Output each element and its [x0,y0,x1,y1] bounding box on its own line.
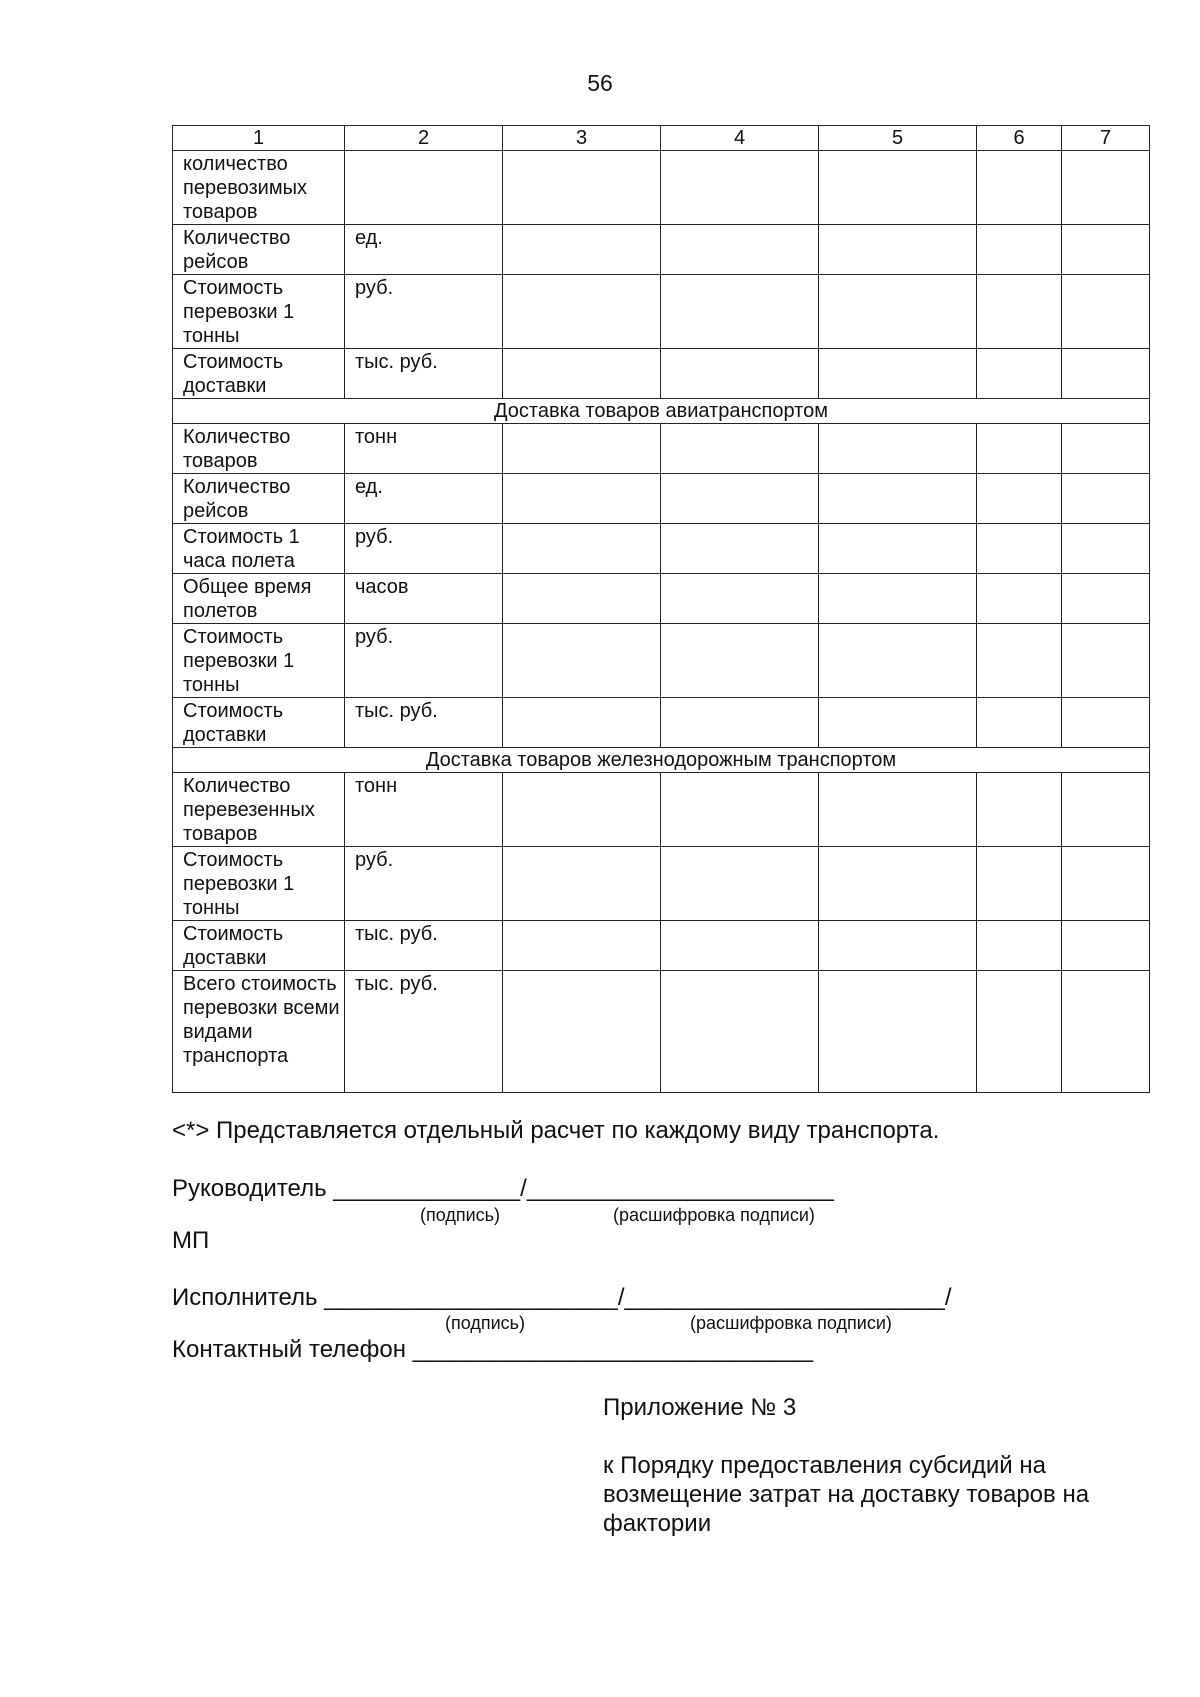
column-header: 5 [819,126,977,151]
empty-cell [1062,151,1150,225]
table-row [173,151,1150,225]
empty-cell [819,524,977,574]
empty-cell [819,921,977,971]
executor-signature-caption: (подпись) [445,1313,526,1333]
row-unit: тыс. руб. [345,349,503,399]
empty-cell [1062,921,1150,971]
empty-cell [503,225,661,275]
empty-cell [819,574,977,624]
row-unit: тонн [345,773,503,847]
column-header: 2 [345,126,503,151]
row-unit: руб. [345,275,503,349]
empty-cell [1062,524,1150,574]
empty-cell [977,524,1062,574]
empty-cell [1062,275,1150,349]
row-label: Количество рейсов [173,474,345,524]
row-label: Количество товаров [173,424,345,474]
table-row [173,349,1150,399]
empty-cell [977,424,1062,474]
row-label: Стоимость доставки [173,921,345,971]
executor-signature-line: Исполнитель ______________________/________________________/ [172,1284,952,1311]
empty-cell [977,474,1062,524]
executor-decoding-caption: (расшифровка подписи) [690,1313,892,1333]
empty-cell [819,971,977,1093]
row-label: Стоимость перевозки 1 тонны [173,847,345,921]
section-title-air: Доставка товаров авиатранспортом [173,399,1150,424]
empty-cell [1062,349,1150,399]
empty-cell [1062,773,1150,847]
row-unit: ед. [345,474,503,524]
empty-cell [977,349,1062,399]
row-label: Стоимость доставки [173,698,345,748]
table-row [173,574,1150,624]
empty-cell [819,424,977,474]
empty-cell [503,524,661,574]
row-unit: тыс. руб. [345,698,503,748]
row-label: Стоимость перевозки 1 тонны [173,275,345,349]
empty-cell [503,151,661,225]
row-label: Стоимость перевозки 1 тонны [173,624,345,698]
empty-cell [977,847,1062,921]
head-signature-caption: (подпись) [420,1205,501,1225]
appendix-title: Приложение № 3 [603,1394,797,1421]
column-number-row [173,126,1150,151]
empty-cell [1062,474,1150,524]
table-row [173,971,1150,1093]
column-header: 6 [977,126,1062,151]
empty-cell [503,574,661,624]
row-label: Стоимость 1 часа полета [173,524,345,574]
table-row [173,847,1150,921]
column-header: 7 [1062,126,1150,151]
empty-cell [977,971,1062,1093]
head-signature-line: Руководитель ______________/_______________________ [172,1175,834,1202]
table-row [173,921,1150,971]
empty-cell [661,971,819,1093]
section-header-row [173,399,1150,424]
empty-cell [819,624,977,698]
table-row [173,474,1150,524]
column-header: 4 [661,126,819,151]
row-unit: тыс. руб. [345,921,503,971]
empty-cell [819,847,977,921]
empty-cell [1062,424,1150,474]
table-row [173,524,1150,574]
empty-cell [977,624,1062,698]
row-label: Стоимость доставки [173,349,345,399]
empty-cell [503,624,661,698]
table-row [173,624,1150,698]
empty-cell [503,275,661,349]
empty-cell [819,225,977,275]
empty-cell [1062,574,1150,624]
empty-cell [661,424,819,474]
footnote: <*> Представляется отдельный расчет по каждому виду транспорта. [172,1117,940,1144]
table-row [173,275,1150,349]
row-label: Всего стоимость перевозки всеми видами транспорта [173,971,345,1093]
empty-cell [1062,698,1150,748]
empty-cell [977,225,1062,275]
empty-cell [1062,847,1150,921]
table-row [173,773,1150,847]
head-decoding-caption: (расшифровка подписи) [613,1205,815,1225]
table-row [173,698,1150,748]
row-unit: тыс. руб. [345,971,503,1093]
column-header: 3 [503,126,661,151]
column-header: 1 [173,126,345,151]
empty-cell [819,474,977,524]
empty-cell [661,773,819,847]
empty-cell [503,971,661,1093]
empty-cell [1062,971,1150,1093]
empty-cell [1062,225,1150,275]
empty-cell [503,424,661,474]
contact-phone-line: Контактный телефон ______________________________ [172,1336,814,1363]
row-label: Общее время полетов [173,574,345,624]
empty-cell [661,349,819,399]
row-label: Количество перевезенных товаров [173,773,345,847]
empty-cell [977,698,1062,748]
empty-cell [661,624,819,698]
empty-cell [661,524,819,574]
empty-cell [977,151,1062,225]
row-unit: часов [345,574,503,624]
section-header-row [173,748,1150,773]
page-number: 56 [587,70,613,96]
empty-cell [819,151,977,225]
empty-cell [977,921,1062,971]
empty-cell [503,773,661,847]
empty-cell [503,474,661,524]
row-label: Количество рейсов [173,225,345,275]
empty-cell [819,349,977,399]
empty-cell [661,151,819,225]
empty-cell [977,275,1062,349]
empty-cell [503,349,661,399]
empty-cell [661,698,819,748]
table-row [173,225,1150,275]
empty-cell [661,921,819,971]
empty-cell [977,574,1062,624]
row-unit [345,151,503,225]
section-title-rail: Доставка товаров железнодорожным транспортом [173,748,1150,773]
empty-cell [977,773,1062,847]
row-unit: ед. [345,225,503,275]
empty-cell [503,847,661,921]
row-unit: руб. [345,847,503,921]
row-unit: тонн [345,424,503,474]
empty-cell [1062,624,1150,698]
row-unit: руб. [345,524,503,574]
empty-cell [661,574,819,624]
row-unit: руб. [345,624,503,698]
empty-cell [661,474,819,524]
empty-cell [503,921,661,971]
stamp-label: МП [172,1227,210,1254]
table-row [173,424,1150,474]
empty-cell [819,275,977,349]
empty-cell [661,225,819,275]
empty-cell [503,698,661,748]
empty-cell [661,847,819,921]
empty-cell [661,275,819,349]
empty-cell [819,698,977,748]
row-label: количество перевозимых товаров [173,151,345,225]
empty-cell [819,773,977,847]
delivery-cost-table [172,125,1150,1093]
appendix-text: к Порядку предоставления субсидий на возмещение затрат на доставку товаров на фактории [603,1452,1090,1537]
